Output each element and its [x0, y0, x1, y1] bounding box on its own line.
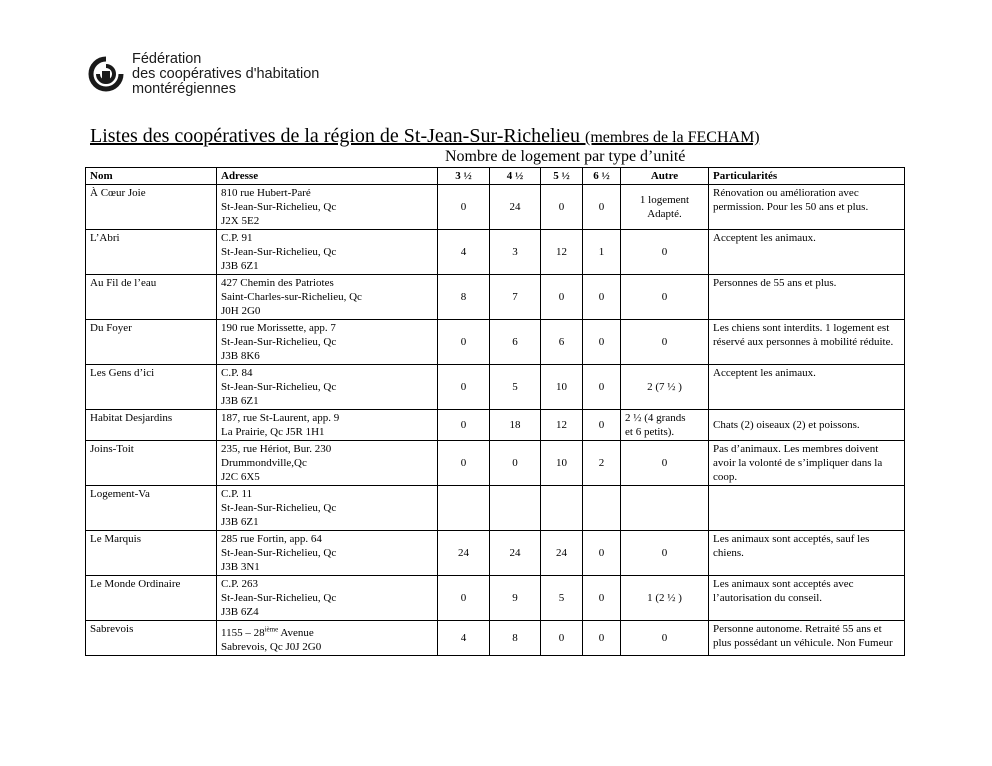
cell-particularites: Les animaux sont acceptés avec l’autorisation du conseil. — [709, 576, 905, 621]
cell-3-5: 4 — [438, 621, 490, 656]
cell-3-5: 4 — [438, 230, 490, 275]
cell-6-5: 0 — [583, 576, 621, 621]
cell-autre: 0 — [621, 531, 709, 576]
cell-4-5: 9 — [490, 576, 541, 621]
ordinal-suffix: ième — [264, 625, 279, 633]
cell-autre — [621, 486, 709, 531]
cell-autre: 0 — [621, 320, 709, 365]
cell-6-5: 0 — [583, 320, 621, 365]
logo-line-2: des coopératives d'habitation — [132, 66, 320, 82]
cell-particularites: Les animaux sont acceptés, sauf les chiens. — [709, 531, 905, 576]
cell-5-5: 0 — [541, 275, 583, 320]
cell-nom: Les Gens d’ici — [86, 365, 217, 410]
cell-6-5: 0 — [583, 531, 621, 576]
cell-particularites — [709, 486, 905, 531]
cell-4-5: 24 — [490, 531, 541, 576]
cell-4-5 — [490, 486, 541, 531]
cell-adresse: 235, rue Hériot, Bur. 230 Drummondville,Qc J2C 6X5 — [217, 441, 438, 486]
table-row — [86, 410, 905, 441]
cell-5-5: 10 — [541, 365, 583, 410]
cell-5-5: 24 — [541, 531, 583, 576]
cell-particularites: Chats (2) oiseaux (2) et poissons. — [709, 410, 905, 441]
cell-4-5: 0 — [490, 441, 541, 486]
col-header-nom: Nom — [86, 168, 217, 185]
page-title — [90, 125, 760, 148]
cell-3-5: 0 — [438, 576, 490, 621]
cell-4-5: 8 — [490, 621, 541, 656]
cell-adresse: C.P. 11 St-Jean-Sur-Richelieu, Qc J3B 6Z1 — [217, 486, 438, 531]
page-title-sub: (membres de la FECHAM) — [585, 129, 760, 146]
page-title-main: Listes des coopératives de la région de St-Jean-Sur-Richelieu — [90, 125, 580, 147]
logo-line-3: montérégiennes — [132, 81, 236, 97]
cell-4-5: 18 — [490, 410, 541, 441]
col-header-adresse: Adresse — [217, 168, 438, 185]
cell-nom: Joins-Toit — [86, 441, 217, 486]
cell-adresse: 810 rue Hubert-Paré St-Jean-Sur-Richelieu, Qc J2X 5E2 — [217, 185, 438, 230]
cell-6-5: 0 — [583, 275, 621, 320]
cell-nom: Le Marquis — [86, 531, 217, 576]
col-header-autre: Autre — [621, 168, 709, 185]
col-header-4-5: 4 ½ — [490, 168, 541, 185]
logo-line-1: Fédération — [132, 51, 202, 67]
cell-3-5: 0 — [438, 441, 490, 486]
cell-autre: 1 (2 ½ ) — [621, 576, 709, 621]
cell-5-5: 5 — [541, 576, 583, 621]
cooperatives-table — [85, 167, 905, 656]
cell-nom: Le Monde Ordinaire — [86, 576, 217, 621]
cell-4-5: 6 — [490, 320, 541, 365]
cell-6-5: 0 — [583, 365, 621, 410]
cell-3-5: 0 — [438, 185, 490, 230]
cell-autre: 0 — [621, 275, 709, 320]
cell-adresse: 427 Chemin des Patriotes Saint-Charles-sur-Richelieu, Qc J0H 2G0 — [217, 275, 438, 320]
cell-5-5: 12 — [541, 410, 583, 441]
cell-adresse: 190 rue Morissette, app. 7 St-Jean-Sur-Richelieu, Qc J3B 8K6 — [217, 320, 438, 365]
cell-adresse: C.P. 263 St-Jean-Sur-Richelieu, Qc J3B 6Z4 — [217, 576, 438, 621]
table-row — [86, 365, 905, 410]
cell-particularites: Acceptent les animaux. — [709, 365, 905, 410]
cell-autre: 2 (7 ½ ) — [621, 365, 709, 410]
cell-particularites: Personne autonome. Retraité 55 ans et plus possédant un véhicule. Non Fumeur — [709, 621, 905, 656]
cell-3-5: 0 — [438, 320, 490, 365]
cell-5-5: 0 — [541, 621, 583, 656]
cell-5-5 — [541, 486, 583, 531]
col-header-3-5: 3 ½ — [438, 168, 490, 185]
table-row — [86, 185, 905, 230]
cell-3-5: 0 — [438, 410, 490, 441]
cell-6-5: 0 — [583, 621, 621, 656]
table-row — [86, 230, 905, 275]
cell-3-5: 0 — [438, 365, 490, 410]
cell-adresse: C.P. 91 St-Jean-Sur-Richelieu, Qc J3B 6Z1 — [217, 230, 438, 275]
cell-6-5: 0 — [583, 185, 621, 230]
cell-particularites: Personnes de 55 ans et plus. — [709, 275, 905, 320]
address-street: Avenue — [278, 626, 314, 639]
cell-4-5: 5 — [490, 365, 541, 410]
cell-particularites: Pas d’animaux. Les membres doivent avoir la volonté de s’impliquer dans la coop. — [709, 441, 905, 486]
table-header-row — [86, 168, 905, 185]
table-row — [86, 441, 905, 486]
cell-4-5: 7 — [490, 275, 541, 320]
address-number: 1155 – 28 — [221, 626, 265, 639]
federation-logo-icon — [88, 56, 124, 94]
cell-6-5: 0 — [583, 410, 621, 441]
cell-3-5: 24 — [438, 531, 490, 576]
cell-6-5: 2 — [583, 441, 621, 486]
cell-4-5: 3 — [490, 230, 541, 275]
table-row — [86, 576, 905, 621]
cell-particularites: Rénovation ou amélioration avec permission. Pour les 50 ans et plus. — [709, 185, 905, 230]
cell-nom: Du Foyer — [86, 320, 217, 365]
cell-3-5 — [438, 486, 490, 531]
cell-autre: 0 — [621, 441, 709, 486]
cell-6-5: 1 — [583, 230, 621, 275]
cell-nom: Au Fil de l’eau — [86, 275, 217, 320]
cell-particularites: Les chiens sont interdits. 1 logement est réservé aux personnes à mobilité réduite. — [709, 320, 905, 365]
table-row — [86, 275, 905, 320]
cell-adresse: 285 rue Fortin, app. 64 St-Jean-Sur-Richelieu, Qc J3B 3N1 — [217, 531, 438, 576]
cell-adresse: C.P. 84 St-Jean-Sur-Richelieu, Qc J3B 6Z1 — [217, 365, 438, 410]
cell-6-5 — [583, 486, 621, 531]
address-line-1 — [221, 627, 314, 639]
cell-5-5: 0 — [541, 185, 583, 230]
col-header-6-5: 6 ½ — [583, 168, 621, 185]
table-row — [86, 621, 905, 656]
cell-adresse — [217, 621, 438, 656]
cell-autre: 0 — [621, 621, 709, 656]
address-line-2: Sabrevois, Qc J0J 2G0 — [221, 640, 322, 653]
cell-autre: 2 ½ (4 grands et 6 petits). — [621, 410, 709, 441]
table-row — [86, 486, 905, 531]
cell-5-5: 12 — [541, 230, 583, 275]
cell-3-5: 8 — [438, 275, 490, 320]
cell-nom: Sabrevois — [86, 621, 217, 656]
cell-nom: Habitat Desjardins — [86, 410, 217, 441]
cell-autre: 0 — [621, 230, 709, 275]
col-header-particularites: Particularités — [709, 168, 905, 185]
table-row — [86, 531, 905, 576]
cell-particularites: Acceptent les animaux. — [709, 230, 905, 275]
cell-autre: 1 logement Adapté. — [621, 185, 709, 230]
cell-4-5: 24 — [490, 185, 541, 230]
cell-5-5: 10 — [541, 441, 583, 486]
cell-nom: À Cœur Joie — [86, 185, 217, 230]
table-row — [86, 320, 905, 365]
cell-nom: L’Abri — [86, 230, 217, 275]
federation-logo — [88, 52, 319, 97]
cell-nom: Logement-Va — [86, 486, 217, 531]
col-header-5-5: 5 ½ — [541, 168, 583, 185]
cell-5-5: 6 — [541, 320, 583, 365]
units-header: Nombre de logement par type d’unité — [445, 148, 686, 165]
cell-adresse: 187, rue St-Laurent, app. 9 La Prairie, Qc J5R 1H1 — [217, 410, 438, 441]
